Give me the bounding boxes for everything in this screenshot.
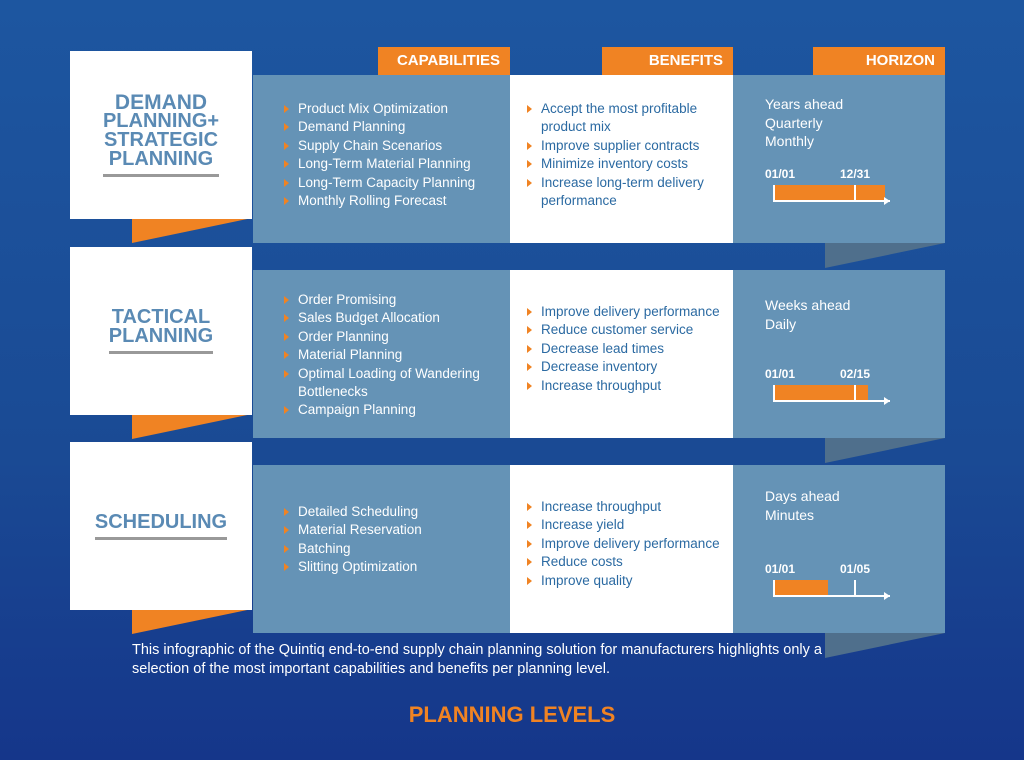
horizon-text	[765, 95, 843, 151]
capability-item: Order Promising	[284, 291, 509, 309]
capability-item: Material Reservation	[284, 521, 509, 539]
capability-item: Product Mix Optimization	[284, 100, 509, 118]
footer-title: PLANNING LEVELS	[408, 702, 616, 727]
capability-item: Long-Term Capacity Planning	[284, 174, 509, 192]
capability-item: Slitting Optimization	[284, 558, 509, 576]
title-line: STRATEGIC	[103, 129, 219, 151]
header-capabilities: CAPABILITIES	[378, 47, 510, 75]
benefit-item: Reduce customer service	[527, 321, 732, 339]
horizon-timeline	[765, 167, 895, 207]
title-line: DEMAND	[114, 91, 208, 114]
level-title-box	[70, 442, 252, 610]
horizon-timeline	[765, 562, 895, 602]
timeline-end: 12/31	[840, 167, 871, 181]
footnote: This infographic of the Quintiq end-to-end supply chain planning solution for manufacturers highlights only a selection of the most important capabilities and benefits per planning level.	[132, 642, 822, 677]
fold-decoration	[132, 414, 252, 439]
timeline-bar	[774, 185, 885, 201]
horizon-line: Days ahead	[765, 488, 840, 504]
horizon-text	[765, 296, 850, 333]
title-line: TACTICAL	[111, 306, 211, 328]
benefit-item: Reduce costs	[527, 553, 732, 571]
benefit-item: Increase throughput	[527, 377, 732, 395]
horizon-line: Weeks ahead	[765, 297, 851, 313]
timeline-start: 01/01	[765, 562, 796, 576]
benefits-list	[527, 498, 732, 590]
horizon-text	[765, 487, 840, 524]
level-title	[103, 93, 219, 177]
level-title-box	[70, 51, 252, 219]
benefits-list	[527, 303, 732, 395]
title-line: SCHEDULING	[94, 510, 228, 533]
horizon-line: Years ahead	[765, 96, 844, 112]
fold-decoration	[825, 243, 945, 268]
arrow-right-icon	[884, 592, 890, 600]
capabilities-list	[284, 100, 509, 210]
fold-decoration	[825, 633, 945, 658]
horizon-line: Daily	[765, 315, 797, 332]
fold-decoration	[825, 438, 945, 463]
benefit-item: Increase long-term delivery performance	[527, 174, 732, 211]
header-horizon: HORIZON	[813, 47, 945, 75]
level-title	[109, 308, 213, 354]
benefit-item: Improve delivery performance	[527, 535, 732, 553]
benefit-item: Decrease inventory	[527, 358, 732, 376]
arrow-right-icon	[884, 397, 890, 405]
timeline-axis	[773, 400, 890, 402]
benefit-item: Increase yield	[527, 516, 732, 534]
capability-item: Campaign Planning	[284, 401, 509, 419]
fold-decoration	[132, 609, 252, 634]
horizon-line: Quarterly	[765, 114, 823, 131]
benefit-item: Improve delivery performance	[527, 303, 732, 321]
capability-item: Sales Budget Allocation	[284, 309, 509, 327]
capability-item: Material Planning	[284, 346, 509, 364]
timeline-start: 01/01	[765, 367, 796, 381]
capability-item: Detailed Scheduling	[284, 503, 509, 521]
horizon-line: Monthly	[765, 133, 815, 149]
title-line: PLANNING+	[102, 110, 220, 132]
capabilities-list	[284, 503, 509, 577]
benefit-item: Increase throughput	[527, 498, 732, 516]
horizon-line: Minutes	[765, 506, 815, 523]
capability-item: Long-Term Material Planning	[284, 155, 509, 173]
timeline-axis	[773, 200, 890, 202]
header-benefits: BENEFITS	[602, 47, 733, 75]
timeline-end: 02/15	[840, 367, 871, 381]
arrow-right-icon	[884, 197, 890, 205]
capability-item: Order Planning	[284, 328, 509, 346]
capabilities-list	[284, 291, 509, 420]
timeline-bar	[774, 580, 828, 596]
timeline-end: 01/05	[840, 562, 871, 576]
capability-item: Batching	[284, 540, 509, 558]
benefit-item: Minimize inventory costs	[527, 155, 732, 173]
horizon-timeline	[765, 367, 895, 407]
benefit-item: Accept the most profitable product mix	[527, 100, 732, 137]
capability-item: Demand Planning	[284, 118, 509, 136]
timeline-axis	[773, 595, 890, 597]
capability-item: Monthly Rolling Forecast	[284, 192, 509, 210]
title-line: PLANNING	[108, 325, 214, 347]
benefit-item: Improve quality	[527, 572, 732, 590]
benefits-list	[527, 100, 732, 210]
benefit-item: Decrease lead times	[527, 340, 732, 358]
capability-item: Supply Chain Scenarios	[284, 137, 509, 155]
benefit-item: Improve supplier contracts	[527, 137, 732, 155]
fold-decoration	[132, 218, 252, 243]
timeline-start: 01/01	[765, 167, 796, 181]
level-title	[94, 510, 228, 540]
capability-item: Optimal Loading of Wandering Bottlenecks	[284, 365, 509, 402]
title-line: PLANNING	[108, 148, 214, 170]
level-title-box	[70, 247, 252, 415]
